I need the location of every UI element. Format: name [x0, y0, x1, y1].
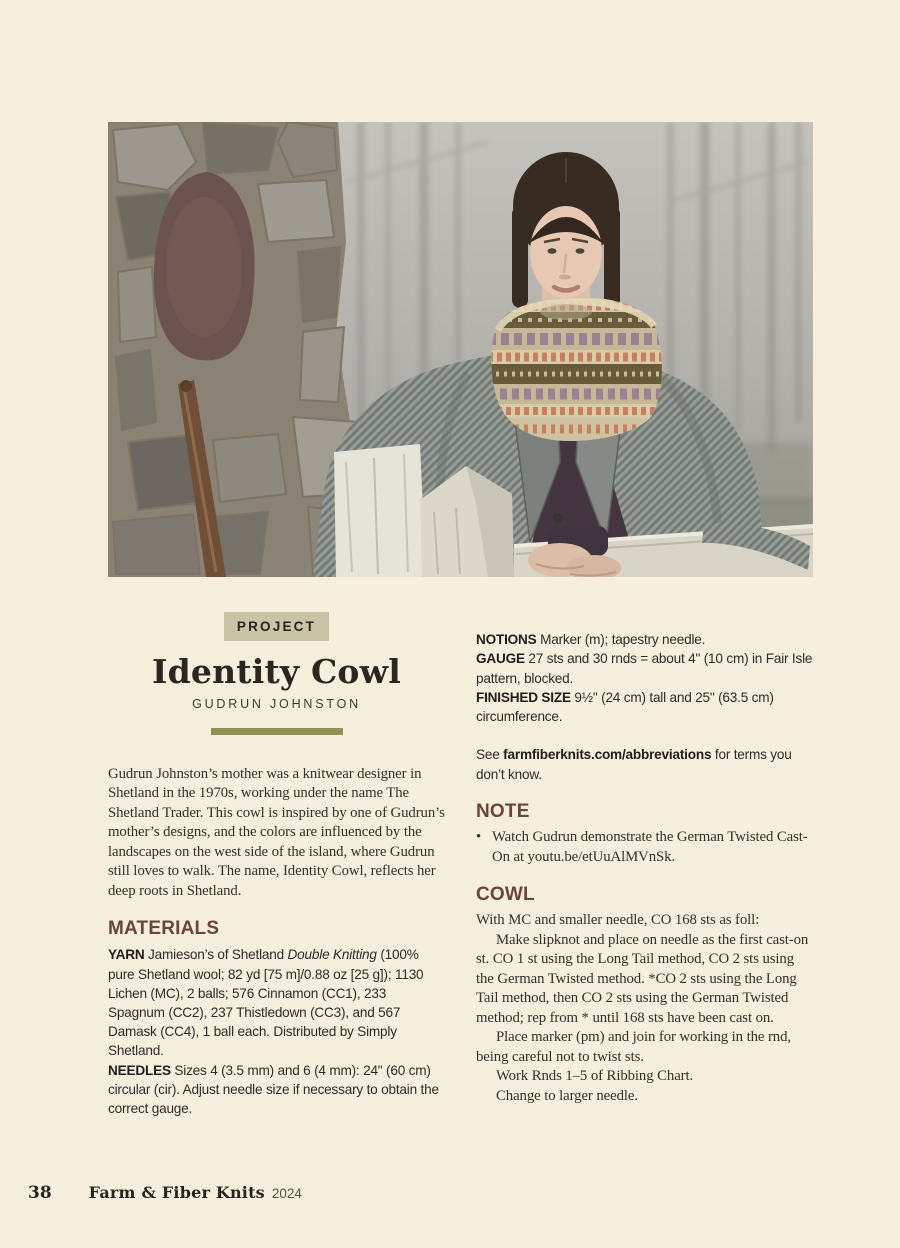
cowl-paragraph: Work Rnds 1–5 of Ribbing Chart.	[496, 1068, 694, 1085]
notions-label: NOTIONS	[476, 632, 537, 647]
right-column	[476, 630, 814, 1106]
cowl-heading: COWL	[476, 884, 535, 906]
note-list	[476, 828, 814, 867]
yarn-name-italic: Double Knitting	[287, 947, 377, 963]
materials-heading: MATERIALS	[108, 918, 220, 940]
yarn-label: YARN	[108, 947, 145, 963]
note-item	[476, 828, 814, 867]
page-footer	[28, 1185, 302, 1203]
cowl-paragraph: Make slipknot and place on needle as the first cast-on st. CO 1 st using the Long Tail method, CO 2 sts using the German Twisted method. *CO 2 sts using the Long Tail method, then CO 2 sts using the German Twisted method; rep from * until 168 sts have been cast on.	[476, 931, 809, 1026]
left-column	[108, 612, 445, 1118]
bullet-icon: •	[476, 829, 482, 846]
fair-isle-cowl	[488, 296, 668, 446]
hero-photo-illustration	[108, 122, 813, 577]
page-title: Identity Cowl	[151, 651, 401, 691]
abbreviations-link: farmfiberknits.com/abbreviations	[503, 747, 712, 763]
needles-label: NEEDLES	[108, 1062, 171, 1078]
abbreviations-note: See farmfiberknits.com/abbreviations for terms you don’t know.	[476, 747, 792, 782]
project-badge: PROJECT	[224, 612, 329, 641]
cowl-paragraph: Change to larger needle.	[496, 1087, 638, 1104]
cowl-instructions	[476, 911, 814, 1106]
jacket-button	[553, 513, 563, 523]
yarn-paragraph: YARN Jamieson’s of Shetland Double Knitting (100% pure Shetland wool; 82 yd [75 m]/0.88 oz [25 g]); 1130 Lichen (MC), 2 balls; 576 Cinnamon (CC1), 233 Spagnum (CC2), 237 Thistledown (CC3), and 567 Damask (CC4), 1 ball each. Distributed by Simply Shetland.	[108, 947, 424, 1059]
intro-paragraph: Gudrun Johnston’s mother was a knitwear designer in Shetland in the 1970s, working under the name The Shetland Trader. This cowl is inspired by one of Gudrun’s mother’s designs, and the colors are influenced by the landscapes on the west side of the island, where Gudrun still loves to walk. The name, Identity Cowl, reflects her deep roots in Shetland.	[108, 765, 445, 899]
specs-block: NOTIONS Marker (m); tapestry needle. GAUGE 27 sts and 30 rnds = about 4" (10 cm) in Fair Isle pattern, blocked. FINISHED SIZE 9½" (24 cm) tall and 25" (63.5 cm) circumference.	[476, 632, 813, 725]
hero-photo	[108, 122, 813, 577]
designer-byline: GUDRUN JOHNSTON	[192, 697, 361, 712]
note-heading: NOTE	[476, 801, 530, 823]
cowl-paragraph: Place marker (pm) and join for working in the rnd, being careful not to twist sts.	[476, 1029, 791, 1065]
magazine-title: Farm & Fiber Knits	[88, 1183, 265, 1202]
olive-divider	[211, 728, 343, 735]
gauge-label: GAUGE	[476, 651, 525, 667]
cowl-paragraph: With MC and smaller needle, CO 168 sts as foll:	[476, 912, 760, 929]
needles-paragraph: NEEDLES Sizes 4 (3.5 mm) and 6 (4 mm): 24" (60 cm) circular (cir). Adjust needle size if necessary to obtain the correct gauge.	[108, 1062, 439, 1117]
page-number: 38	[28, 1183, 52, 1203]
finished-size-label: FINISHED SIZE	[476, 689, 571, 705]
issue-year: 2024	[271, 1186, 302, 1201]
note-item-text: Watch Gudrun demonstrate the German Twisted Cast-On at youtu.be/etUuAlMVnSk.	[492, 829, 808, 865]
